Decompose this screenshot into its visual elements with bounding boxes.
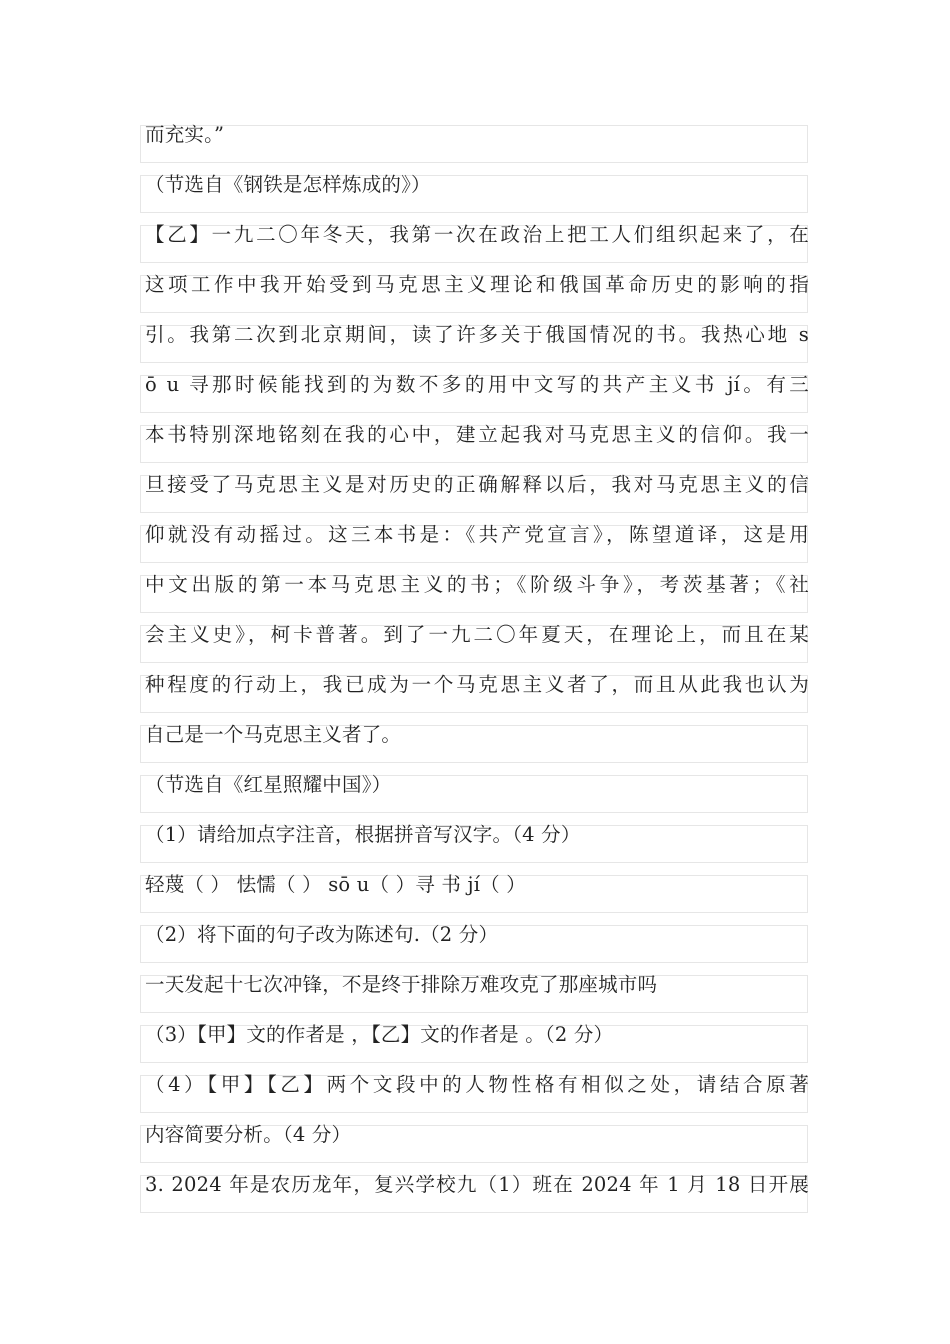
question-1-blanks: 轻蔑（ ） 怯懦（ ） sō u（ ）寻 书 jí（ ） [145, 873, 526, 896]
text-line: 引。我第二次到北京期间，读了许多关于俄国情况的书。我热心地 s [145, 323, 809, 346]
question-3-heading: 3. 2024 年是农历龙年，复兴学校九（1）班在 2024 年 1 月 18 日开展 [145, 1173, 809, 1196]
text-line: 这项工作中我开始受到马克思主义理论和俄国革命历史的影响的指 [145, 273, 809, 296]
question-2-sentence: 一天发起十七次冲锋，不是终于排除万难攻克了那座城市吗 [145, 973, 658, 996]
question-4-continued: 内容简要分析。（4 分） [145, 1123, 352, 1146]
text-line: 而充实。” [145, 123, 225, 146]
source-citation: （节选自《钢铁是怎样炼成的》） [145, 173, 431, 196]
source-citation: （节选自《红星照耀中国》） [145, 773, 392, 796]
question-4: （4）【甲】【乙】两个文段中的人物性格有相似之处，请结合原著 [145, 1073, 809, 1096]
text-line: 【乙】一九二〇年冬天，我第一次在政治上把工人们组织起来了，在 [145, 223, 809, 246]
question-3: （3）【甲】文的作者是 ，【乙】文的作者是 。（2 分） [145, 1023, 614, 1046]
question-1: （1）请给加点字注音，根据拼音写汉字。（4 分） [145, 823, 581, 846]
text-line: 本书特别深地铭刻在我的心中，建立起我对马克思主义的信仰。我一 [145, 423, 809, 446]
text-line: 中文出版的第一本马克思主义的书；《阶级斗争》，考茨基著；《社 [145, 573, 809, 596]
text-line: 自己是一个马克思主义者了。 [145, 723, 402, 746]
text-line: 会主义史》，柯卡普著。到了一九二〇年夏天，在理论上，而且在某 [145, 623, 809, 646]
text-line: ō u 寻那时候能找到的为数不多的用中文写的共产主义书 jí。有三 [145, 373, 809, 396]
question-2: （2）将下面的句子改为陈述句.（2 分） [145, 923, 499, 946]
text-line: 种程度的行动上，我已成为一个马克思主义者了，而且从此我也认为 [145, 673, 809, 696]
text-line: 旦接受了马克思主义是对历史的正确解释以后，我对马克思主义的信 [145, 473, 809, 496]
text-line: 仰就没有动摇过。这三本书是：《共产党宣言》，陈望道译，这是用 [145, 523, 809, 546]
